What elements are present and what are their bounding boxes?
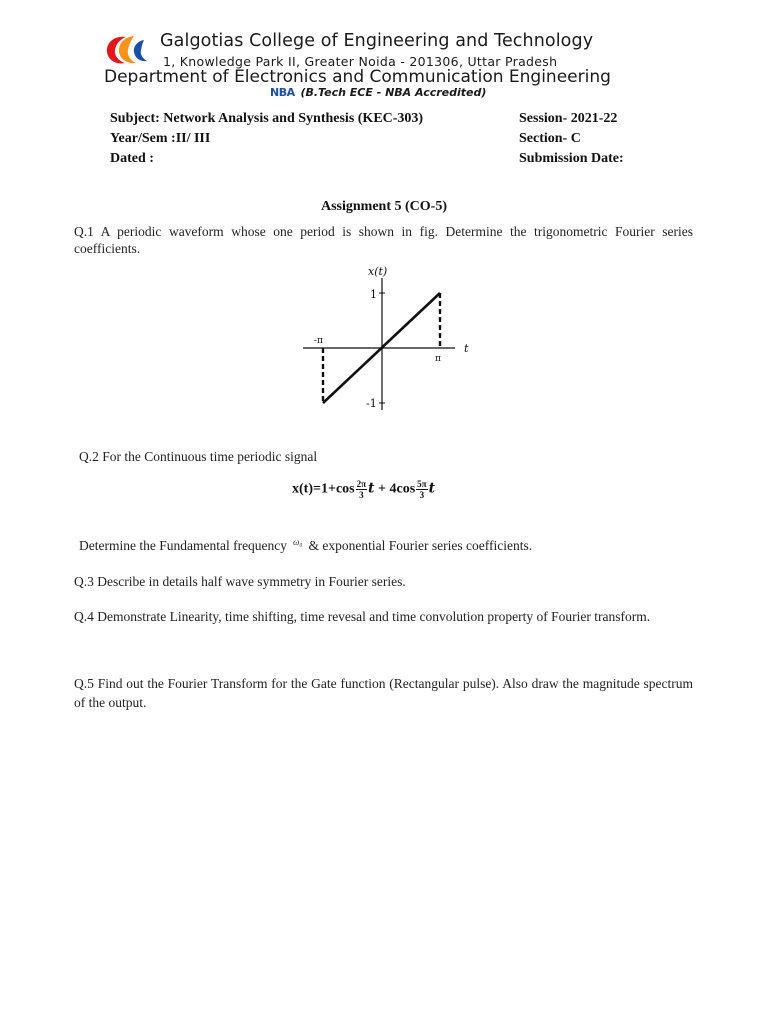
equation-var-2: t xyxy=(428,480,436,497)
fraction-2-denominator: 3 xyxy=(419,490,425,500)
fraction-2 xyxy=(416,479,427,500)
section-label: Section- C xyxy=(519,131,581,146)
session-label: Session- 2021-22 xyxy=(519,111,618,126)
subject-label: Subject: Network Analysis and Synthesis (KEC-303) xyxy=(110,111,424,126)
y-tick-pos-label: 1 xyxy=(370,288,377,301)
question-2-part-a: Determine the Fundamental frequency xyxy=(79,538,288,553)
dated-label: Dated : xyxy=(110,151,154,166)
accreditation-text: (B.Tech ECE - NBA Accredited) xyxy=(300,86,487,99)
question-5: Q.5 Find out the Fourier Transform for the Gate function (Rectangular pulse). Also draw the magnitude spectrum of the output. xyxy=(74,676,693,710)
college-address: 1, Knowledge Park II, Greater Noida - 201306, Uttar Pradesh xyxy=(163,54,558,69)
waveform-figure xyxy=(295,262,485,418)
fraction-1-denominator: 3 xyxy=(359,490,364,500)
department-name: Department of Electronics and Communication Engineering xyxy=(104,67,611,87)
omega-symbol: ω₀ xyxy=(293,537,303,547)
x-axis-label: t xyxy=(464,342,469,355)
assignment-title: Assignment 5 (CO-5) xyxy=(321,199,447,214)
fraction-2-numerator: 5π xyxy=(417,479,427,489)
question-2-part-b: & exponential Fourier series coefficients. xyxy=(308,538,533,553)
y-axis-label: x(t) xyxy=(368,265,388,278)
college-logo xyxy=(104,33,154,67)
fraction-1 xyxy=(356,479,367,500)
submission-date-label: Submission Date: xyxy=(519,151,624,166)
question-2-body xyxy=(79,534,532,554)
year-sem-label: Year/Sem :II/ III xyxy=(110,131,211,146)
question-2-equation xyxy=(292,479,435,511)
y-tick-neg-label: -1 xyxy=(366,397,377,410)
fraction-1-numerator: 2π xyxy=(356,479,367,489)
equation-mid: + 4cos xyxy=(374,481,416,497)
x-tick-pos-label: π xyxy=(435,354,441,364)
x-tick-neg-label: -π xyxy=(314,336,323,346)
nba-logo: NBA xyxy=(270,86,295,99)
accreditation-line xyxy=(270,86,486,99)
college-name: Galgotias College of Engineering and Technology xyxy=(160,31,594,51)
equation-var-1: t xyxy=(368,480,375,497)
question-1: Q.1 A periodic waveform whose one period is shown in fig. Determine the trigonometric Fourier series coefficients. xyxy=(74,224,693,256)
question-4: Q.4 Demonstrate Linearity, time shifting, time revesal and time convolution property of Fourier transform. xyxy=(74,609,651,624)
question-3: Q.3 Describe in details half wave symmetry in Fourier series. xyxy=(74,574,406,589)
equation-lhs: x(t)=1+cos xyxy=(292,481,355,497)
question-2-intro: Q.2 For the Continuous time periodic signal xyxy=(79,449,318,464)
